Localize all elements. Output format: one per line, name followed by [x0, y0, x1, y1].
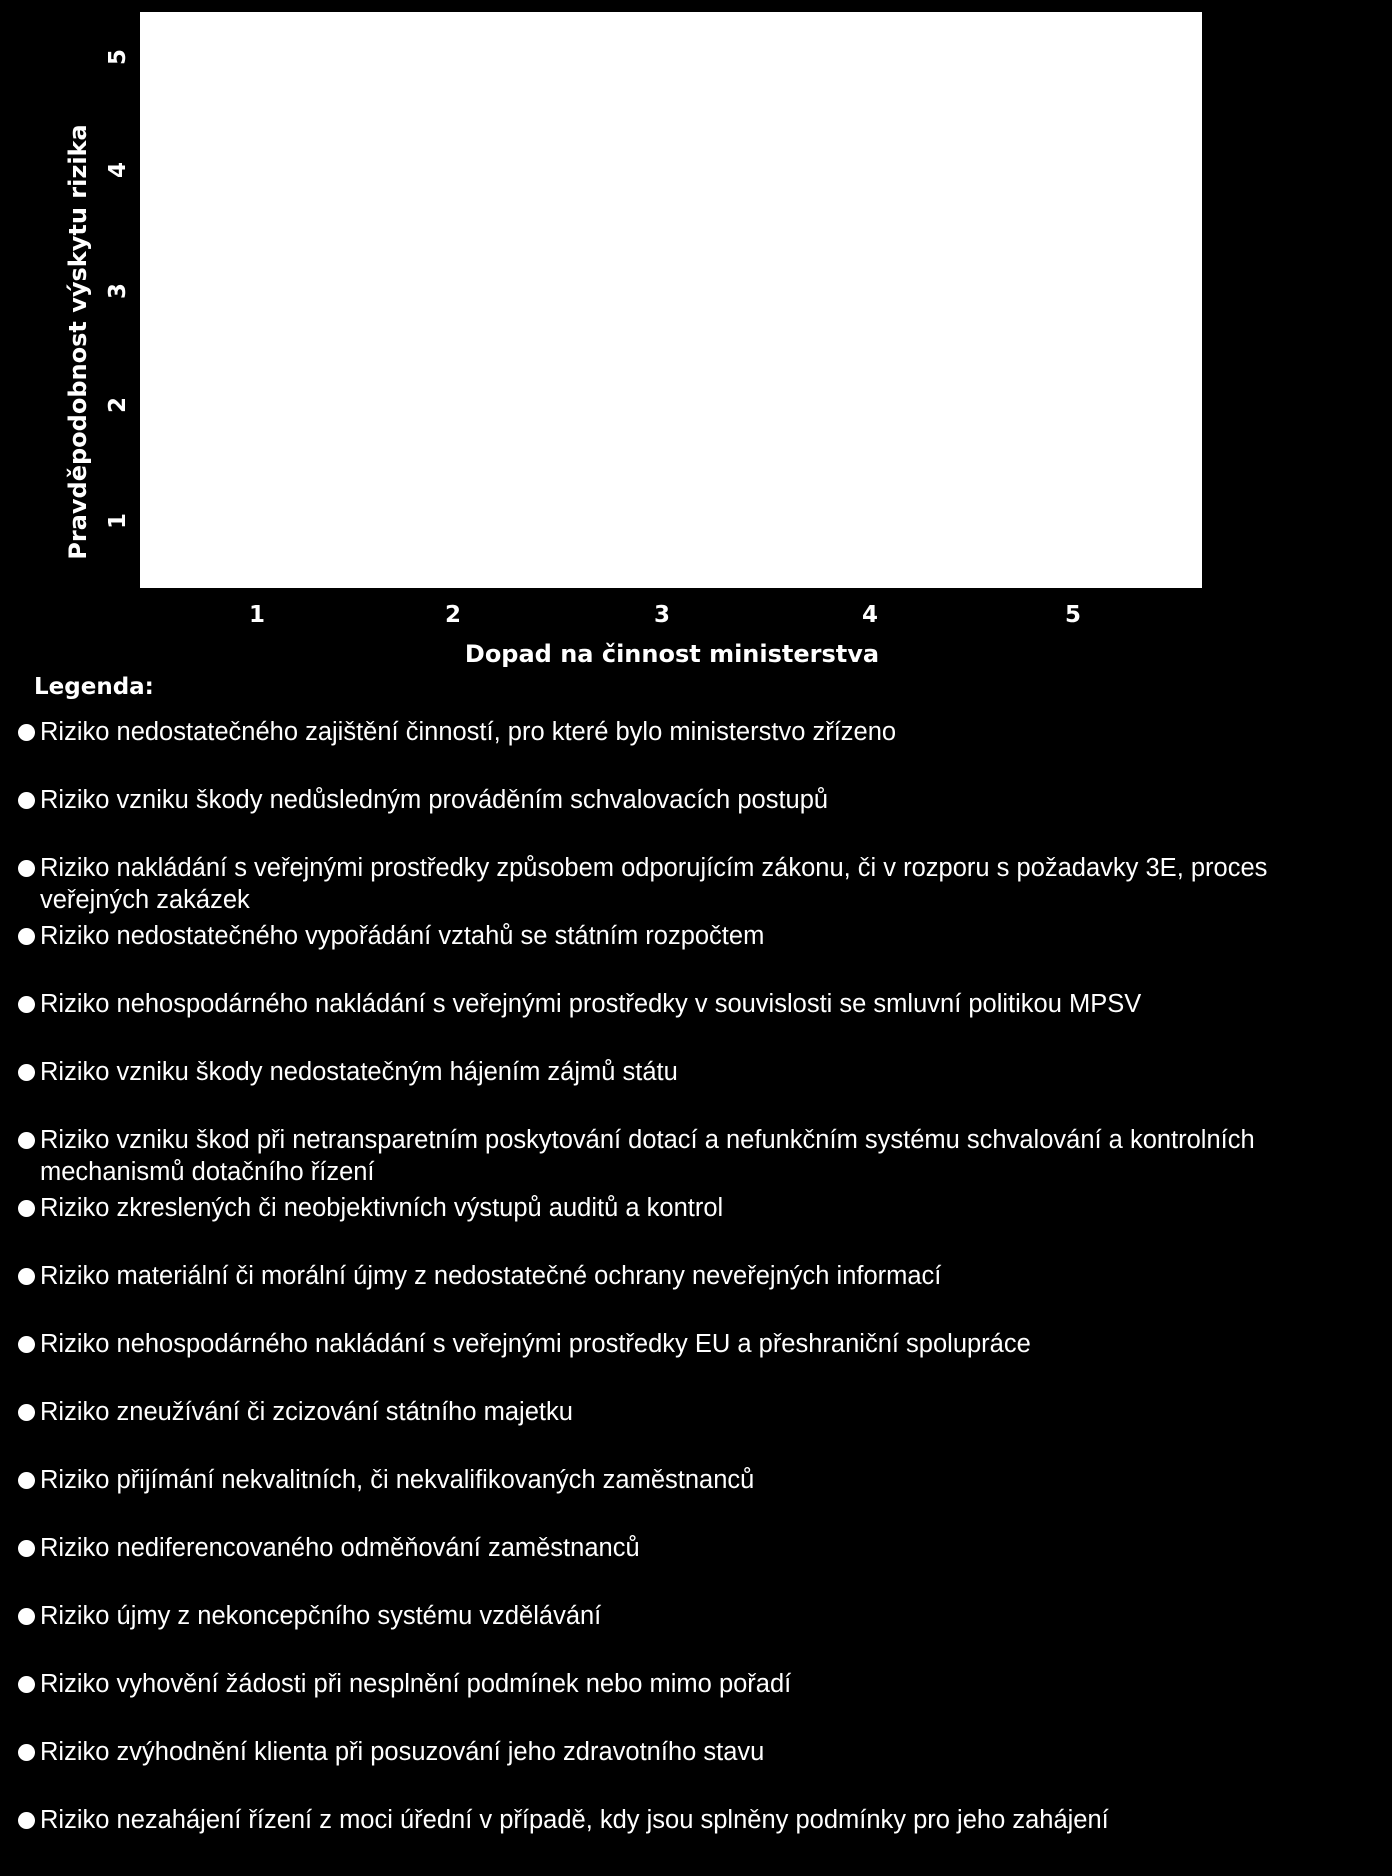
legend-item-label: Riziko vzniku škody nedůsledným prováděním schvalovacích postupů — [40, 786, 829, 814]
legend-item-label: Riziko zvýhodnění klienta při posuzování jeho zdravotního stavu — [40, 1738, 765, 1766]
legend-item — [18, 1532, 1380, 1600]
legend-item-label: Riziko zneužívání či zcizování státního majetku — [40, 1398, 573, 1426]
plot-area — [140, 12, 1202, 588]
bullet-icon — [18, 1676, 35, 1693]
x-tick-label: 5 — [1064, 602, 1082, 628]
bullet-icon — [18, 1608, 35, 1625]
x-tick-label: 2 — [444, 602, 462, 628]
legend-item — [18, 716, 1380, 784]
risk-matrix-chart — [0, 0, 1392, 680]
y-tick-label: 4 — [105, 161, 131, 179]
bullet-icon — [18, 1200, 35, 1217]
legend-item — [18, 920, 1380, 988]
x-tick-label: 3 — [653, 602, 671, 628]
bullet-icon — [18, 1132, 35, 1149]
bullet-icon — [18, 1268, 35, 1285]
legend-item — [18, 1668, 1380, 1736]
legend-item-label: Riziko vzniku škody nedostatečným hájením zájmů státu — [40, 1058, 678, 1086]
y-axis-ticks — [105, 49, 131, 529]
legend-item — [18, 1464, 1380, 1532]
bullet-icon — [18, 724, 35, 741]
legend-item — [18, 1804, 1380, 1872]
x-tick-label: 1 — [248, 602, 266, 628]
x-tick-label: 4 — [861, 602, 879, 628]
bullet-icon — [18, 1540, 35, 1557]
legend-item-label: Riziko materiální či morální újmy z nedostatečné ochrany neveřejných informací — [40, 1262, 942, 1290]
legend-item — [18, 1260, 1380, 1328]
legend-item-label: Riziko přijímání nekvalitních, či nekvalifikovaných zaměstnanců — [40, 1466, 755, 1494]
bullet-icon — [18, 1336, 35, 1353]
y-tick-label: 5 — [105, 48, 131, 66]
bullet-icon — [18, 1744, 35, 1761]
bullet-icon — [18, 996, 35, 1013]
x-axis-ticks — [249, 602, 1081, 628]
legend-item — [18, 988, 1380, 1056]
legend-item — [18, 1736, 1380, 1804]
legend-item-label: Riziko nehospodárného nakládání s veřejnými prostředky v souvislosti se smluvní politikou MPSV — [40, 990, 1142, 1018]
y-tick-label: 1 — [105, 512, 131, 530]
legend-item — [18, 1192, 1380, 1260]
legend-item-label: Riziko nediferencovaného odměňování zaměstnanců — [40, 1534, 640, 1562]
bullet-icon — [18, 1812, 35, 1829]
bullet-icon — [18, 792, 35, 809]
legend-item — [18, 1396, 1380, 1464]
legend-item — [18, 852, 1380, 920]
y-tick-label: 3 — [105, 282, 131, 300]
y-tick-label: 2 — [105, 396, 131, 414]
legend-item — [18, 1600, 1380, 1668]
y-axis-title: Pravděpodobnost výskytu rizika — [64, 124, 92, 560]
bullet-icon — [18, 860, 35, 877]
bullet-icon — [18, 1472, 35, 1489]
legend-item-label: Riziko vzniku škod při netransparetním poskytování dotací a nefunkčním systému schvalování a kontrolních mechanismů dotačního řízení — [40, 1126, 1255, 1186]
legend-item — [18, 1056, 1380, 1124]
legend-item-label: Riziko zkreslených či neobjektivních výstupů auditů a kontrol — [40, 1194, 724, 1222]
legend-item — [18, 1124, 1380, 1192]
legend-item-label: Riziko nezahájení řízení z moci úřední v případě, kdy jsou splněny podmínky pro jeho zahájení — [40, 1806, 1109, 1834]
legend-item — [18, 1328, 1380, 1396]
legend-item-label: Riziko újmy z nekoncepčního systému vzdělávání — [40, 1602, 602, 1630]
legend-item-label: Riziko nedostatečného vypořádání vztahů se státním rozpočtem — [40, 922, 765, 950]
legend-item-label: Riziko nedostatečného zajištění činností, pro které bylo ministerstvo zřízeno — [40, 718, 897, 746]
legend-item-label: Riziko nehospodárného nakládání s veřejnými prostředky EU a přeshraniční spolupráce — [40, 1330, 1031, 1358]
legend-item-label: Riziko nakládání s veřejnými prostředky způsobem odporujícím zákonu, či v rozporu s požadavky 3E, proces veřejných zakázek — [40, 854, 1268, 914]
legend-item-label: Riziko vyhovění žádosti při nesplnění podmínek nebo mimo pořadí — [40, 1670, 792, 1698]
legend-title: Legenda: — [34, 674, 154, 700]
bullet-icon — [18, 1404, 35, 1421]
x-axis-title: Dopad na činnost ministerstva — [464, 640, 880, 668]
bullet-icon — [18, 1064, 35, 1081]
legend-item — [18, 784, 1380, 852]
legend-list — [18, 716, 1380, 1872]
bullet-icon — [18, 928, 35, 945]
